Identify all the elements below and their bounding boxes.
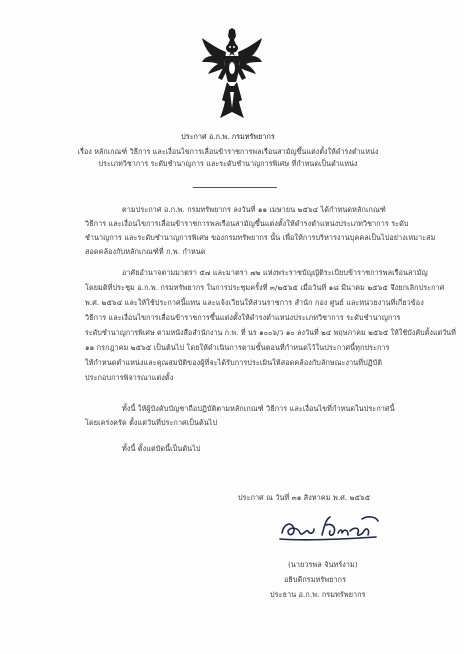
paragraph-2-line-7: ให้กำหนดตำแหน่งและคุณสมบัติของผู้ที่จะได้รับการประเมินให้สอดคล้องกับลักษณะงานที่ปฏิบัติ bbox=[85, 358, 383, 367]
garuda-emblem-icon bbox=[200, 28, 264, 120]
closing-line: ทั้งนี้ ตั้งแต่บัดนี้เป็นต้นไป bbox=[122, 444, 201, 453]
signer-name: (นายวรพล จันทร์งาม) bbox=[288, 560, 358, 569]
paragraph-2-line-4: วิธีการ และเงื่อนไขการเลื่อนข้าราชการขึ้นแต่งตั้งให้ดำรงตำแหน่งประเภทวิชาการ ระดับชำนาญการ bbox=[85, 313, 401, 322]
title-divider bbox=[193, 187, 277, 188]
subject-line-2: ประเภทวิชาการ ระดับชำนาญการ และระดับชำนาญการพิเศษ ที่กำหนดเป็นตำแหน่ง bbox=[98, 159, 358, 168]
signer-role: ประธาน อ.ก.พ. กรมทรัพยากร bbox=[270, 590, 366, 599]
paragraph-3-line-1: ทั้งนี้ ให้ผู้บังคับบัญชาถือปฏิบัติตามหลักเกณฑ์ วิธีการ และเงื่อนไขที่กำหนดในประกาศนี้ bbox=[122, 404, 395, 413]
paragraph-1-line-4: สอดคล้องกับหลักเกณฑ์ที่ ก.พ. กำหนด bbox=[85, 247, 206, 256]
paragraph-2-line-3: พ.ศ. ๒๕๖๔ และให้ใช้ประกาศนี้แทน และแจ้งเวียนให้ส่วนราชการ สำนัก กอง ศูนย์ และหน่วยงานที่เกี่ยวข้อง bbox=[85, 298, 424, 307]
paragraph-1-line-1: ตามประกาศ อ.ก.พ. กรมทรัพยากร ลงวันที่ ๑๑ เมษายน ๒๕๖๔ ได้กำหนดหลักเกณฑ์ bbox=[122, 205, 386, 214]
paragraph-2-line-8: ประกอบการพิจารณาแต่งตั้ง bbox=[85, 373, 174, 382]
subject-line-1: เรื่อง หลักเกณฑ์ วิธีการ และเงื่อนไขการเลื่อนข้าราชการพลเรือนสามัญขึ้นแต่งตั้งให้ดำรงตำแหน่ง bbox=[77, 147, 379, 156]
paragraph-1-line-2: วิธีการ และเงื่อนไขการเลื่อนข้าราชการพลเรือนสามัญขึ้นแต่งตั้งให้ดำรงตำแหน่งประเภทวิชาการ ระดับ bbox=[85, 219, 409, 228]
paragraph-2-line-2: โดยมติที่ประชุม อ.ก.พ. กรมทรัพยากร ในการประชุมครั้งที่ ๓/๒๕๖๕ เมื่อวันที่ ๑๘ มีนาคม ๒๕๖๕ จึงยกเลิกประกาศ bbox=[85, 283, 445, 292]
paragraph-2-line-6: ๑๑ กรกฎาคม ๒๕๖๕ เป็นต้นไป โดยให้ดำเนินการตามขั้นตอนที่กำหนดไว้ในประกาศนี้ทุกประการ bbox=[85, 343, 390, 352]
signer-position: อธิบดีกรมทรัพยากร bbox=[284, 575, 347, 584]
document-title: ประกาศ อ.ก.พ. กรมทรัพยากร bbox=[181, 132, 275, 141]
handwritten-signature bbox=[276, 509, 384, 545]
paragraph-2-line-5: ระดับชำนาญการพิเศษ ตามหนังสือสำนักงาน ก.พ. ที่ นร ๑๐๐๖/ว ๑๐ ลงวันที่ ๒๔ พฤษภาคม ๒๕๖๕ ให้ใช้บังคับตั้งแต่วันที่ bbox=[85, 328, 456, 337]
paragraph-2-line-1: อาศัยอำนาจตามมาตรา ๕๗ และมาตรา ๗๒ แห่งพระราชบัญญัติระเบียบข้าราชการพลเรือนสามัญ bbox=[122, 268, 428, 277]
announcement-date: ประกาศ ณ วันที่ ๓๑ สิงหาคม พ.ศ. ๒๕๖๕ bbox=[238, 493, 371, 502]
paragraph-1-line-3: ชำนาญการ และระดับชำนาญการพิเศษ ของกรมทรัพยากร นั้น เพื่อให้การบริหารงานบุคคลเป็นไปอย่างเหมาะสม bbox=[85, 233, 436, 242]
paragraph-3-line-2: โดยเคร่งครัด ตั้งแต่วันที่ประกาศเป็นต้นไป bbox=[85, 418, 218, 427]
